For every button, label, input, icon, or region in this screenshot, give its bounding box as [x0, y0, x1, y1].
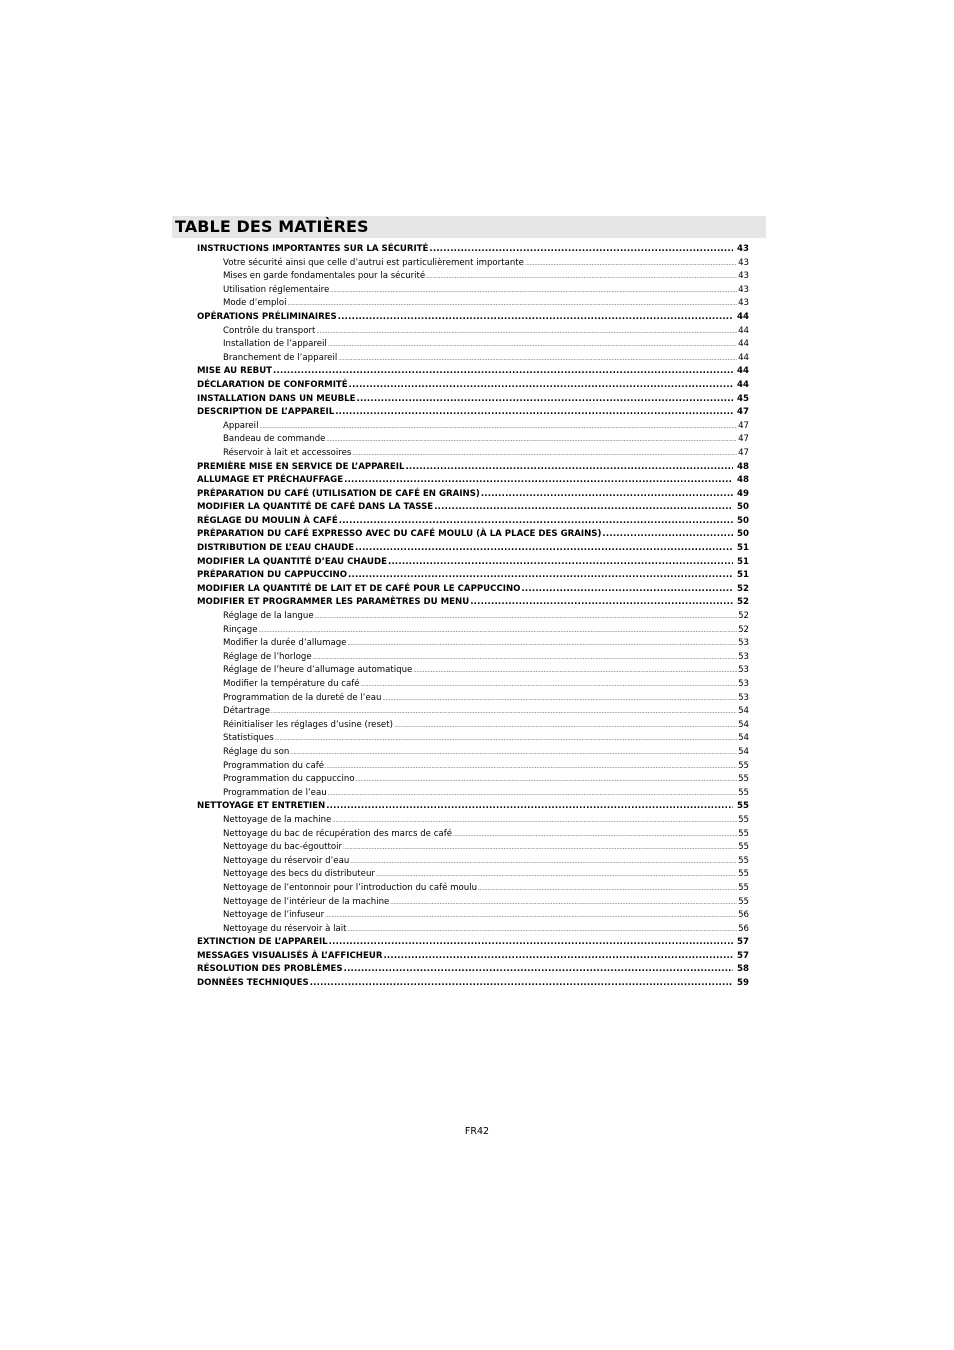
toc-section-entry[interactable] — [197, 461, 749, 475]
toc-entry-page: 53 — [738, 665, 749, 676]
toc-entry-label: Utilisation réglementaire — [223, 284, 330, 295]
toc-entry-label: Mode d’emploi — [223, 298, 287, 309]
toc-subsection-entry[interactable] — [197, 882, 749, 896]
dot-leader — [325, 760, 737, 775]
toc-subsection-entry[interactable] — [197, 855, 749, 869]
toc-entry-page: 44 — [737, 311, 749, 322]
toc-entry-page: 43 — [738, 257, 749, 268]
toc-entry-label: Réglage du son — [223, 746, 290, 757]
toc-entry-page: 55 — [738, 896, 749, 907]
toc-entry-page: 53 — [738, 638, 749, 649]
toc-subsection-entry[interactable] — [197, 270, 749, 284]
toc-section-entry[interactable] — [197, 583, 749, 597]
toc-entry-label: Branchement de l’appareil — [223, 352, 338, 363]
toc-subsection-entry[interactable] — [197, 637, 749, 651]
toc-entry-page: 52 — [737, 597, 749, 608]
toc-entry-label: EXTINCTION DE L’APPAREIL — [197, 937, 328, 948]
toc-entry-page: 55 — [738, 855, 749, 866]
toc-entry-page: 43 — [738, 271, 749, 282]
dot-leader — [478, 882, 737, 897]
dot-leader — [356, 773, 737, 788]
toc-entry-label: Programmation du café — [223, 760, 325, 771]
dot-leader — [313, 651, 737, 666]
toc-entry-page: 53 — [738, 692, 749, 703]
toc-entry-label: Statistiques — [223, 733, 274, 744]
dot-leader — [376, 868, 737, 883]
toc-entry-label: MODIFIER ET PROGRAMMER LES PARAMÈTRES DU MENU — [197, 597, 470, 608]
toc-section-entry[interactable] — [197, 311, 749, 325]
toc-entry-label: Nettoyage du bac de récupération des marcs de café — [223, 828, 453, 839]
toc-entry-page: 50 — [737, 529, 749, 540]
toc-section-entry[interactable] — [197, 556, 749, 570]
toc-entry-page: 52 — [738, 624, 749, 635]
toc-subsection-entry[interactable] — [197, 909, 749, 923]
toc-entry-label: PRÉPARATION DU CAFÉ EXPRESSO AVEC DU CAFÉ MOULU (À LA PLACE DES GRAINS) — [197, 529, 602, 540]
toc-entry-label: DISTRIBUTION DE L’EAU CHAUDE — [197, 543, 355, 554]
dot-leader — [326, 800, 733, 814]
toc-entry-page: 44 — [737, 366, 749, 377]
toc-entry-label: Votre sécurité ainsi que celle d’autrui est particulièrement importante — [223, 257, 524, 268]
toc-entry-label: OPÉRATIONS PRÉLIMINAIRES — [197, 311, 337, 322]
toc-entry-page: 52 — [738, 611, 749, 622]
toc-section-entry[interactable] — [197, 365, 749, 379]
toc-entry-page: 55 — [738, 842, 749, 853]
page-number: FR42 — [464, 1126, 490, 1137]
toc-section-entry[interactable] — [197, 963, 749, 977]
toc-entry-page: 48 — [737, 475, 749, 486]
toc-entry-page: 50 — [737, 502, 749, 513]
toc-entry-page: 44 — [738, 325, 749, 336]
toc-entry-label: DÉCLARATION DE CONFORMITÉ — [197, 379, 348, 390]
toc-entry-label: Rinçage — [223, 624, 258, 635]
toc-subsection-entry[interactable] — [197, 610, 749, 624]
toc-entry-label: DONNÉES TECHNIQUES — [197, 978, 309, 989]
dot-leader — [390, 896, 737, 911]
toc-section-entry[interactable] — [197, 528, 749, 542]
toc-entry-page: 55 — [738, 774, 749, 785]
dot-leader — [343, 841, 737, 856]
table-of-contents — [197, 243, 749, 991]
dot-leader — [347, 637, 737, 652]
toc-entry-label: Programmation du cappuccino — [223, 774, 355, 785]
toc-subsection-entry[interactable] — [197, 692, 749, 706]
toc-entry-page: 51 — [737, 543, 749, 554]
toc-entry-page: 47 — [738, 434, 749, 445]
toc-entry-label: Nettoyage de l’entonnoir pour l’introduction du café moulu — [223, 882, 478, 893]
toc-subsection-entry[interactable] — [197, 923, 749, 937]
toc-subsection-entry[interactable] — [197, 746, 749, 760]
toc-entry-label: Réglage de l’heure d’allumage automatique — [223, 665, 413, 676]
toc-entry-page: 54 — [738, 733, 749, 744]
toc-entry-page: 51 — [737, 556, 749, 567]
dot-leader — [287, 297, 737, 312]
dot-leader — [344, 963, 733, 977]
toc-entry-label: Bandeau de commande — [223, 434, 326, 445]
toc-section-entry[interactable] — [197, 488, 749, 502]
dot-leader — [405, 461, 733, 475]
dot-leader — [434, 501, 733, 515]
dot-leader — [315, 610, 737, 625]
dot-leader — [413, 664, 737, 679]
dot-leader — [259, 624, 738, 639]
toc-entry-label: Nettoyage de l’infuseur — [223, 910, 325, 921]
toc-subsection-entry[interactable] — [197, 841, 749, 855]
dot-leader — [316, 325, 737, 340]
toc-entry-page: 55 — [738, 828, 749, 839]
toc-entry-page: 49 — [737, 488, 749, 499]
toc-subsection-entry[interactable] — [197, 651, 749, 665]
dot-leader — [525, 257, 737, 272]
toc-entry-label: Programmation de l’eau — [223, 787, 327, 798]
toc-section-entry[interactable] — [197, 501, 749, 515]
dot-leader — [352, 447, 737, 462]
toc-entry-page: 45 — [737, 393, 749, 404]
toc-entry-label: MISE AU REBUT — [197, 366, 273, 377]
dot-leader — [271, 705, 737, 720]
toc-section-entry[interactable] — [197, 379, 749, 393]
toc-subsection-entry[interactable] — [197, 760, 749, 774]
dot-leader — [355, 542, 733, 556]
dot-leader — [348, 569, 733, 583]
toc-entry-page: 58 — [737, 964, 749, 975]
toc-entry-label: MODIFIER LA QUANTITÉ DE CAFÉ DANS LA TASSE — [197, 502, 434, 513]
toc-entry-page: 55 — [737, 801, 749, 812]
toc-section-entry[interactable] — [197, 243, 749, 257]
toc-subsection-entry[interactable] — [197, 705, 749, 719]
toc-entry-label: PRÉPARATION DU CAPPUCCINO — [197, 570, 348, 581]
toc-entry-label: Nettoyage des becs du distributeur — [223, 869, 375, 880]
dot-leader — [330, 284, 737, 299]
toc-entry-label: DESCRIPTION DE L’APPAREIL — [197, 407, 335, 418]
toc-entry-label: PRÉPARATION DU CAFÉ (UTILISATION DE CAFÉ EN GRAINS) — [197, 488, 480, 499]
toc-entry-label: MODIFIER LA QUANTITÉ DE LAIT ET DE CAFÉ POUR LE CAPPUCCINO — [197, 583, 521, 594]
toc-entry-page: 47 — [738, 447, 749, 458]
toc-entry-label: INSTRUCTIONS IMPORTANTES SUR LA SÉCURITÉ — [197, 244, 429, 254]
toc-section-entry[interactable] — [197, 515, 749, 529]
dot-leader — [259, 420, 737, 435]
toc-subsection-entry[interactable] — [197, 896, 749, 910]
dot-leader — [329, 936, 733, 950]
dot-leader — [335, 406, 733, 420]
toc-entry-label: Réglage de la langue — [223, 611, 314, 622]
toc-entry-page: 55 — [738, 760, 749, 771]
toc-section-entry[interactable] — [197, 596, 749, 610]
toc-entry-label: INSTALLATION DANS UN MEUBLE — [197, 393, 356, 404]
toc-entry-label: Nettoyage de l’intérieur de la machine — [223, 896, 390, 907]
dot-leader — [332, 814, 737, 829]
dot-leader — [344, 474, 733, 488]
toc-entry-label: Programmation de la dureté de l’eau — [223, 692, 382, 703]
toc-subsection-entry[interactable] — [197, 284, 749, 298]
toc-entry-page: 53 — [738, 679, 749, 689]
toc-entry-label: MODIFIER LA QUANTITÉ D’EAU CHAUDE — [197, 556, 387, 567]
toc-entry-page: 55 — [738, 882, 749, 893]
dot-leader — [339, 515, 733, 529]
dot-leader — [470, 596, 733, 610]
toc-entry-label: RÉGLAGE DU MOULIN À CAFÉ — [197, 515, 338, 526]
toc-section-entry[interactable] — [197, 977, 749, 991]
dot-leader — [481, 488, 733, 502]
toc-entry-label: Appareil — [223, 420, 259, 431]
toc-section-entry[interactable] — [197, 800, 749, 814]
toc-subsection-entry[interactable] — [197, 257, 749, 271]
toc-entry-page: 55 — [738, 814, 749, 825]
dot-leader — [328, 338, 737, 353]
toc-entry-page: 44 — [737, 379, 749, 390]
toc-subsection-entry[interactable] — [197, 447, 749, 461]
toc-section-entry[interactable] — [197, 474, 749, 488]
toc-entry-label: Modifier la durée d’allumage — [223, 638, 347, 649]
toc-section-entry[interactable] — [197, 569, 749, 583]
dot-leader — [338, 352, 737, 367]
dot-leader — [310, 977, 733, 991]
toc-entry-label: Réinitialiser les réglages d’usine (reset) — [223, 719, 393, 730]
toc-subsection-entry[interactable] — [197, 338, 749, 352]
toc-subsection-entry[interactable] — [197, 624, 749, 638]
toc-subsection-entry[interactable] — [197, 433, 749, 447]
toc-subsection-entry[interactable] — [197, 664, 749, 678]
dot-leader — [453, 828, 737, 843]
toc-subsection-entry[interactable] — [197, 868, 749, 882]
dot-leader — [357, 393, 734, 407]
dot-leader — [326, 433, 737, 448]
toc-subsection-entry[interactable] — [197, 773, 749, 787]
toc-entry-page: 47 — [738, 420, 749, 431]
dot-leader — [388, 556, 733, 570]
dot-leader — [290, 746, 737, 761]
toc-entry-label: Détartrage — [223, 706, 270, 717]
toc-entry-page: 48 — [737, 461, 749, 472]
toc-entry-page: 51 — [737, 570, 749, 581]
toc-entry-page: 55 — [738, 869, 749, 880]
dot-leader — [350, 855, 737, 870]
dot-leader — [275, 732, 737, 747]
toc-entry-page: 57 — [737, 950, 749, 961]
dot-leader — [426, 270, 737, 285]
toc-entry-page: 44 — [738, 352, 749, 363]
toc-entry-label: MESSAGES VISUALISÉS À L’AFFICHEUR — [197, 950, 383, 961]
dot-leader — [521, 583, 733, 597]
dot-leader — [328, 787, 737, 802]
toc-entry-page: 54 — [738, 706, 749, 717]
toc-entry-page: 59 — [737, 978, 749, 989]
toc-entry-label: Nettoyage de la machine — [223, 814, 332, 825]
toc-subsection-entry[interactable] — [197, 828, 749, 842]
toc-entry-label: Nettoyage du bac-égouttoir — [223, 842, 343, 853]
toc-entry-label: Nettoyage du réservoir d’eau — [223, 855, 350, 866]
toc-section-entry[interactable] — [197, 936, 749, 950]
toc-entry-page: 55 — [738, 787, 749, 798]
dot-leader — [429, 243, 733, 257]
dot-leader — [382, 692, 737, 707]
dot-leader — [383, 950, 733, 964]
toc-subsection-entry[interactable] — [197, 787, 749, 801]
dot-leader — [273, 365, 733, 379]
toc-entry-label: PREMIÈRE MISE EN SERVICE DE L’APPAREIL — [197, 461, 405, 472]
toc-entry-label: NETTOYAGE ET ENTRETIEN — [197, 801, 326, 812]
toc-entry-label: Réservoir à lait et accessoires — [223, 447, 352, 458]
toc-subsection-entry[interactable] — [197, 678, 749, 692]
dot-leader — [325, 909, 737, 924]
toc-entry-label: Nettoyage du réservoir à lait — [223, 923, 347, 934]
toc-entry-page: 43 — [738, 284, 749, 295]
toc-entry-label: Installation de l’appareil — [223, 339, 327, 350]
toc-entry-page: 57 — [737, 937, 749, 948]
toc-entry-label: Modifier la température du café — [223, 679, 360, 689]
toc-section-entry[interactable] — [197, 542, 749, 556]
toc-subsection-entry[interactable] — [197, 719, 749, 733]
toc-entry-page: 52 — [737, 583, 749, 594]
toc-entry-label: Réglage de l’horloge — [223, 651, 312, 662]
title-bar — [172, 216, 766, 238]
toc-entry-page: 53 — [738, 651, 749, 662]
dot-leader — [602, 528, 733, 542]
toc-entry-label: ALLUMAGE ET PRÉCHAUFFAGE — [197, 475, 344, 486]
toc-entry-page: 54 — [738, 746, 749, 757]
toc-subsection-entry[interactable] — [197, 297, 749, 311]
toc-entry-page: 54 — [738, 719, 749, 730]
toc-section-entry[interactable] — [197, 950, 749, 964]
page-title: TABLE DES MATIÈRES — [175, 217, 369, 236]
toc-entry-page: 56 — [738, 910, 749, 921]
toc-entry-page: 44 — [738, 339, 749, 350]
toc-entry-page: 43 — [738, 298, 749, 309]
toc-entry-page: 43 — [737, 244, 749, 254]
toc-subsection-entry[interactable] — [197, 325, 749, 339]
toc-entry-label: RÉSOLUTION DES PROBLÈMES — [197, 964, 343, 975]
toc-entry-label: Mises en garde fondamentales pour la sécurité — [223, 271, 426, 282]
toc-entry-page: 50 — [737, 515, 749, 526]
toc-entry-label: Contrôle du transport — [223, 325, 316, 336]
dot-leader — [361, 678, 738, 693]
dot-leader — [338, 311, 733, 325]
dot-leader — [349, 379, 733, 393]
toc-entry-page: 47 — [737, 407, 749, 418]
toc-section-entry[interactable] — [197, 393, 749, 407]
toc-section-entry[interactable] — [197, 406, 749, 420]
dot-leader — [394, 719, 737, 734]
dot-leader — [348, 923, 738, 938]
toc-subsection-entry[interactable] — [197, 352, 749, 366]
toc-entry-page: 56 — [738, 923, 749, 934]
toc-subsection-entry[interactable] — [197, 420, 749, 434]
toc-subsection-entry[interactable] — [197, 814, 749, 828]
toc-subsection-entry[interactable] — [197, 732, 749, 746]
